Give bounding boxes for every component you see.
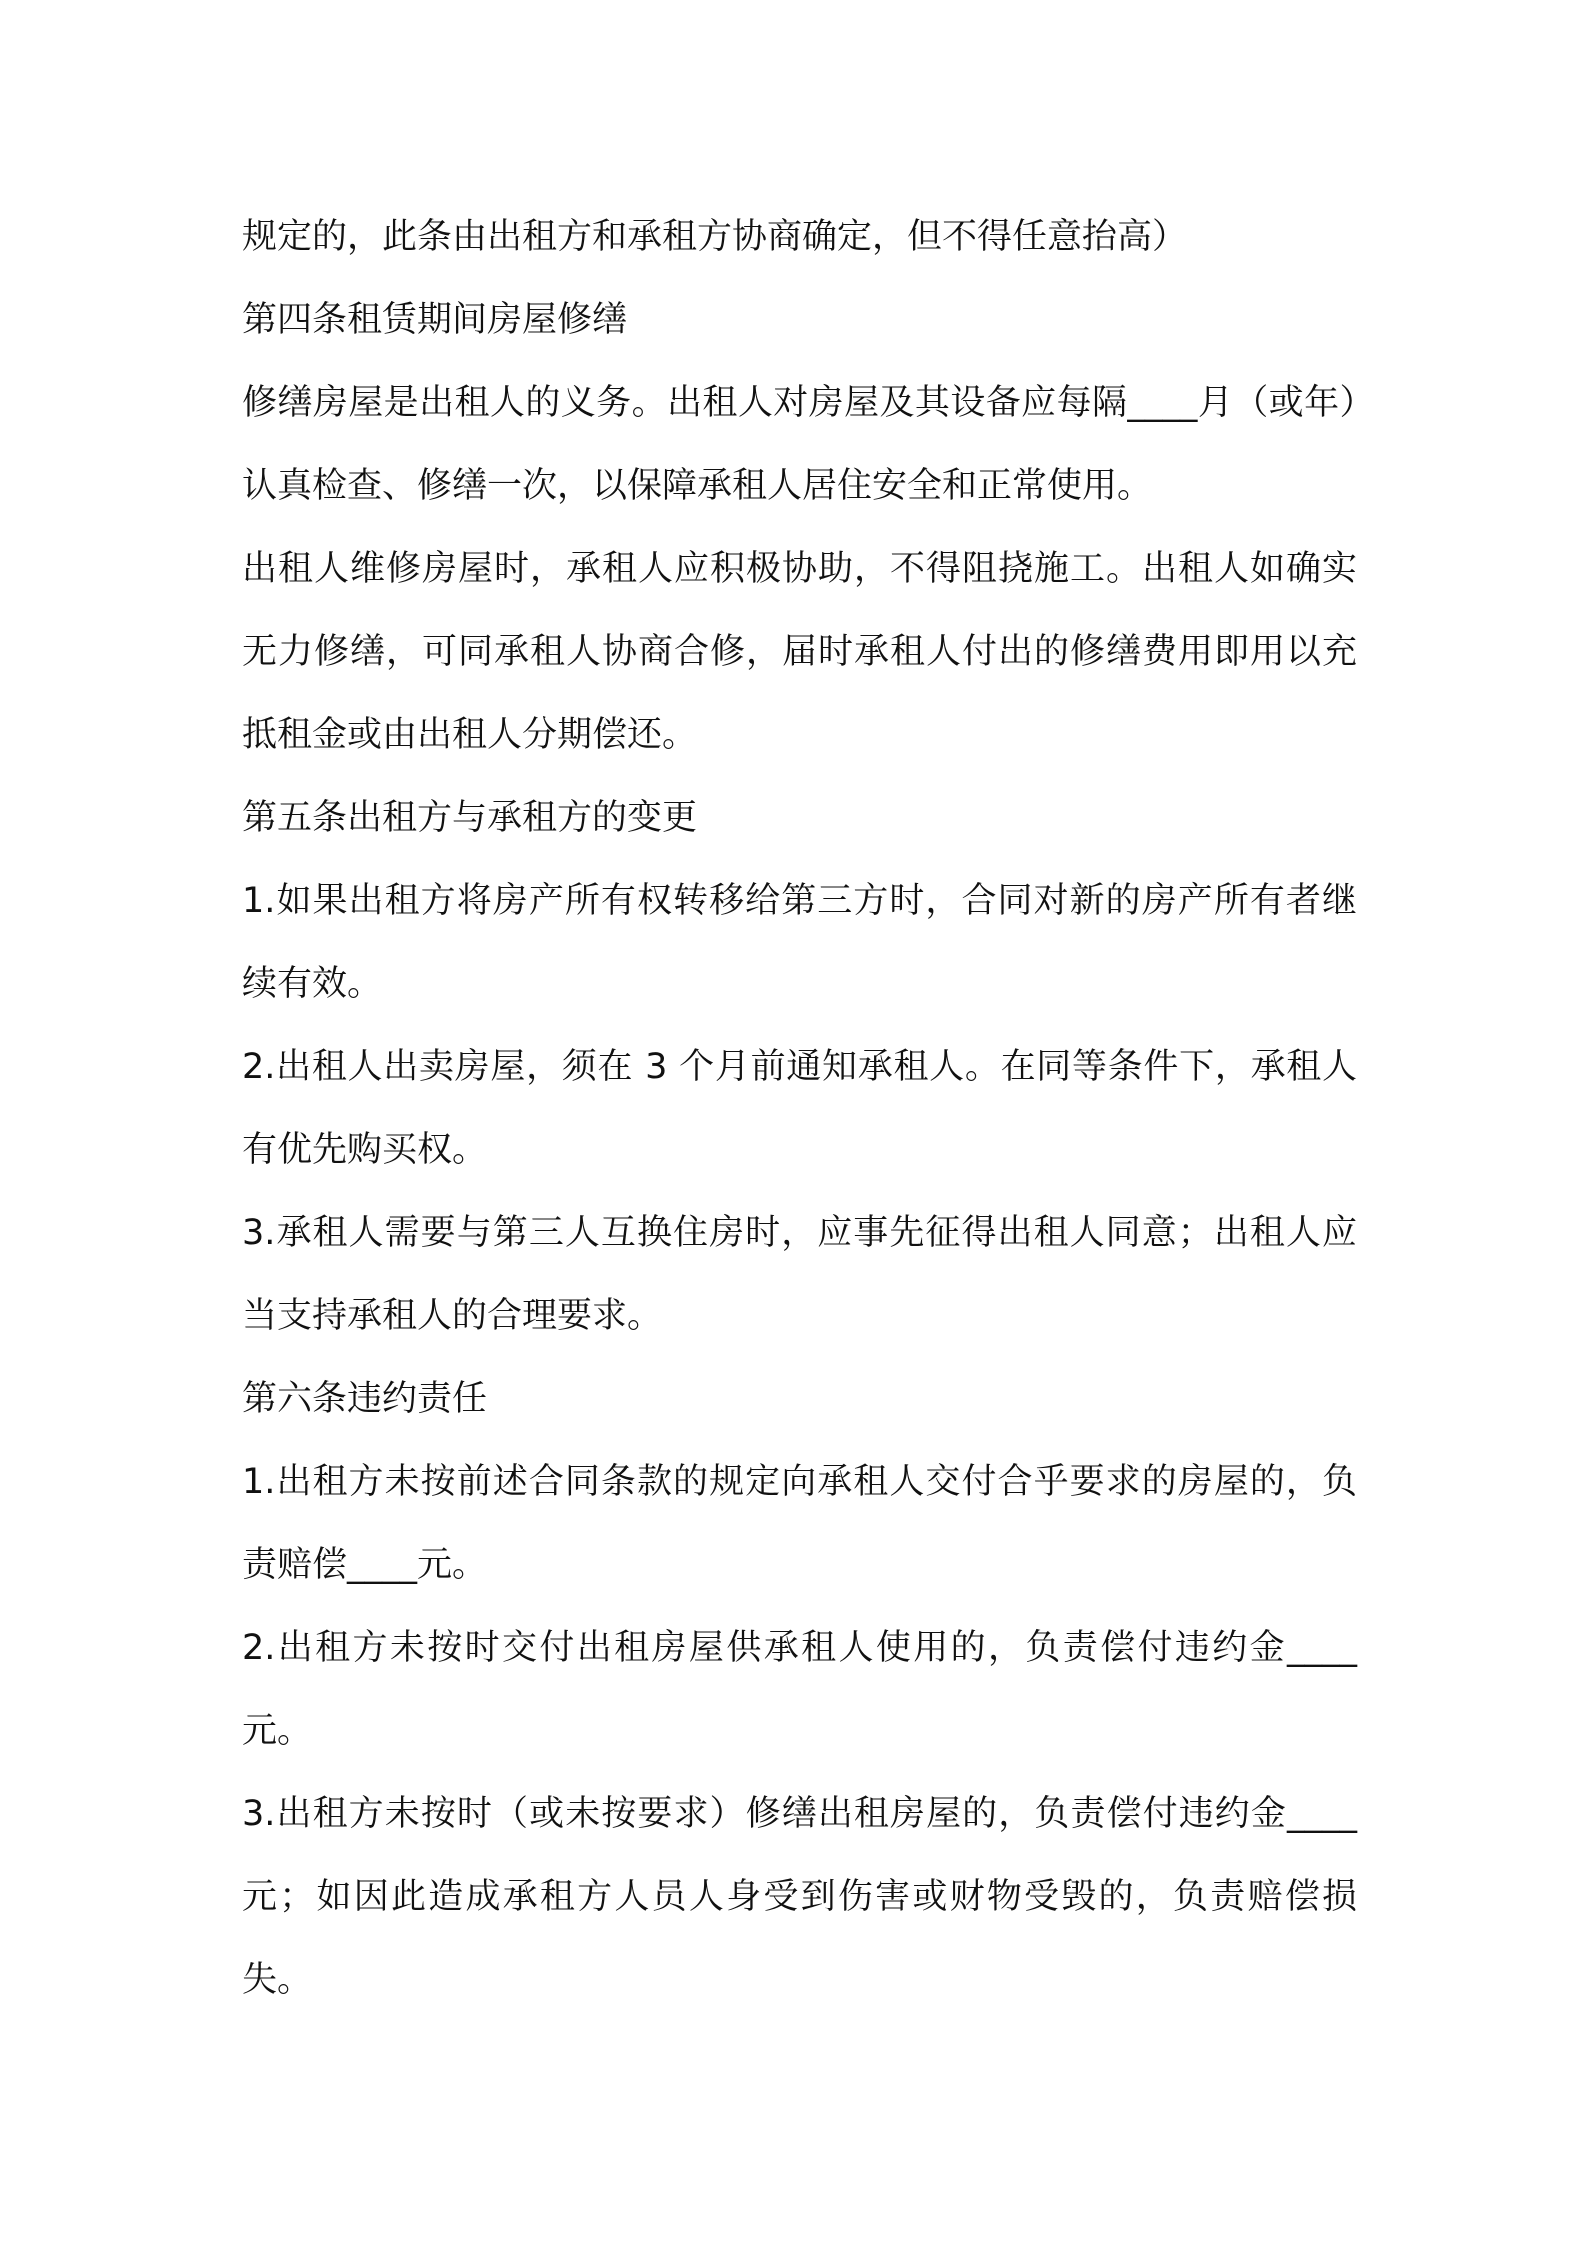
paragraph-repair-duty: 修缮房屋是出租人的义务。出租人对房屋及其设备应每隔____月（或年）认真检查、修缮一次，以保障承租人居住安全和正常使用。	[242, 383, 1357, 506]
heading-article-5: 第五条出租方与承租方的变更	[242, 798, 698, 838]
paragraph-change-1: 1.如果出租方将房产所有权转移给第三方时，合同对新的房产所有者继续有效。	[242, 881, 1357, 1004]
contract-text-body	[242, 196, 1357, 2022]
paragraph-change-3: 3.承租人需要与第三人互换住房时，应事先征得出租人同意；出租人应当支持承租人的合理要求。	[242, 1213, 1357, 1336]
heading-article-6: 第六条违约责任	[242, 1379, 488, 1419]
paragraph-repair-cooperation: 出租人维修房屋时，承租人应积极协助，不得阻挠施工。出租人如确实无力修缮，可同承租人协商合修，届时承租人付出的修缮费用即用以充抵租金或由出租人分期偿还。	[242, 549, 1357, 755]
heading-article-4: 第四条租赁期间房屋修缮	[242, 300, 628, 340]
paragraph-change-2: 2.出租人出卖房屋，须在 3 个月前通知承租人。在同等条件下，承租人有优先购买权。	[242, 1047, 1357, 1170]
paragraph-rent-clause-end: 规定的，此条由出租方和承租方协商确定，但不得任意抬高）	[242, 217, 1188, 257]
paragraph-liability-1: 1.出租方未按前述合同条款的规定向承租人交付合乎要求的房屋的，负责赔偿____元。	[242, 1462, 1357, 1585]
paragraph-liability-2: 2.出租方未按时交付出租房屋供承租人使用的，负责偿付违约金____元。	[242, 1628, 1357, 1751]
paragraph-liability-3: 3.出租方未按时（或未按要求）修缮出租房屋的，负责偿付违约金____元；如因此造成承租方人员人身受到伤害或财物受毁的，负责赔偿损失。	[242, 1794, 1357, 2000]
